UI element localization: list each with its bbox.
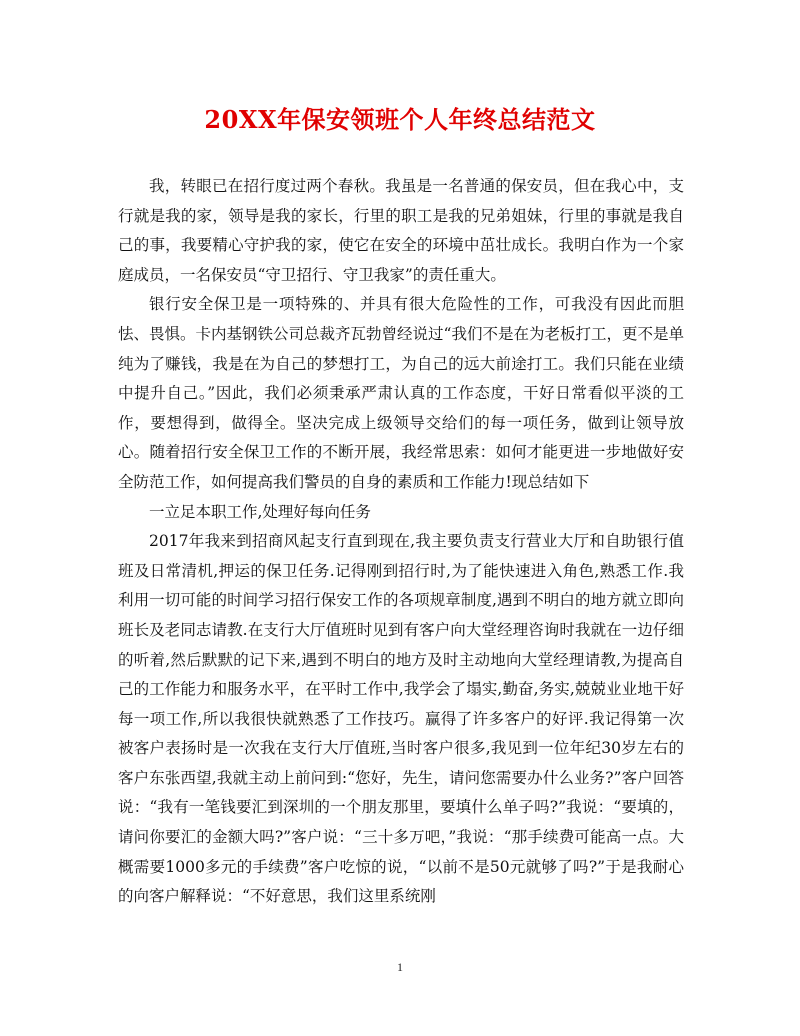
document-body bbox=[118, 172, 684, 912]
document-title: 20XX年保安领班个人年终总结范文 bbox=[204, 105, 596, 134]
paragraph-intro: 我，转眼已在招行度过两个春秋。我虽是一名普通的保安员，但在我心中，支行就是我的家，领导是我的家长，行里的职工是我的兄弟姐妹，行里的事就是我自己的事，我要精心守护我的家，使它在安全的环境中茁壮成长。我明白作为一个家庭成员，一名保安员“守卫招行、守卫我家”的责任重大。 bbox=[118, 177, 684, 284]
paragraph-experience: 2017年我来到招商风起支行直到现在,我主要负责支行营业大厅和自助银行值班及日常清机,押运的保卫任务.记得刚到招行时,为了能快速进入角色,熟悉工作.我利用一切可能的时间学习招行保安工作的各项规章制度,遇到不明白的地方就立即向班长及老同志请教.在支行大厅值班时见到有客户向大堂经理咨询时我就在一边仔细的听着,然后默默的记下来,遇到不明白的地方及时主动地向大堂经理请教,为提高自己的工作能力和服务水平，在平时工作中,我学会了塌实,勤奋,务实,兢兢业业地干好每一项工作,所以我很快就熟悉了工作技巧。赢得了许多客户的好评.我记得第一次被客户表扬时是一次我在支行大厅值班,当时客户很多,我见到一位年纪30岁左右的客户东张西望,我就主动上前问到:“您好，先生，请问您需要办什么业务?”客户回答说：“我有一笔钱要汇到深圳的一个朋友那里，要填什么单子吗?”我说：“要填的，请问你要汇的金额大吗?”客户说：“三十多万吧，”我说：“那手续费可能高一点。大概需要1000多元的手续费”客户吃惊的说，“以前不是50元就够了吗?”于是我耐心的向客户解释说：“不好意思，我们这里系统刚 bbox=[118, 532, 684, 906]
section-heading: 一立足本职工作,处理好每向任务 bbox=[149, 502, 371, 521]
paragraph-security-work: 银行安全保卫是一项特殊的、并具有很大危险性的工作，可我没有因此而胆怯、畏惧。卡内基钢铁公司总裁齐瓦勃曾经说过“我们不是在为老板打工，更不是单纯为了赚钱，我是在为自己的梦想打工，为自己的远大前途打工。我们只能在业绩中提升自己。”因此，我们必须秉承严肃认真的工作态度，干好日常看似平淡的工作，要想得到，做得全。坚决完成上级领导交给们的每一项任务，做到让领导放心。随着招行安全保卫工作的不断开展，我经常思索：如何才能更进一步地做好安全防范工作，如何提高我们警员的自身的素质和工作能力!现总结如下 bbox=[118, 295, 684, 491]
page-number: 1 bbox=[397, 960, 403, 974]
